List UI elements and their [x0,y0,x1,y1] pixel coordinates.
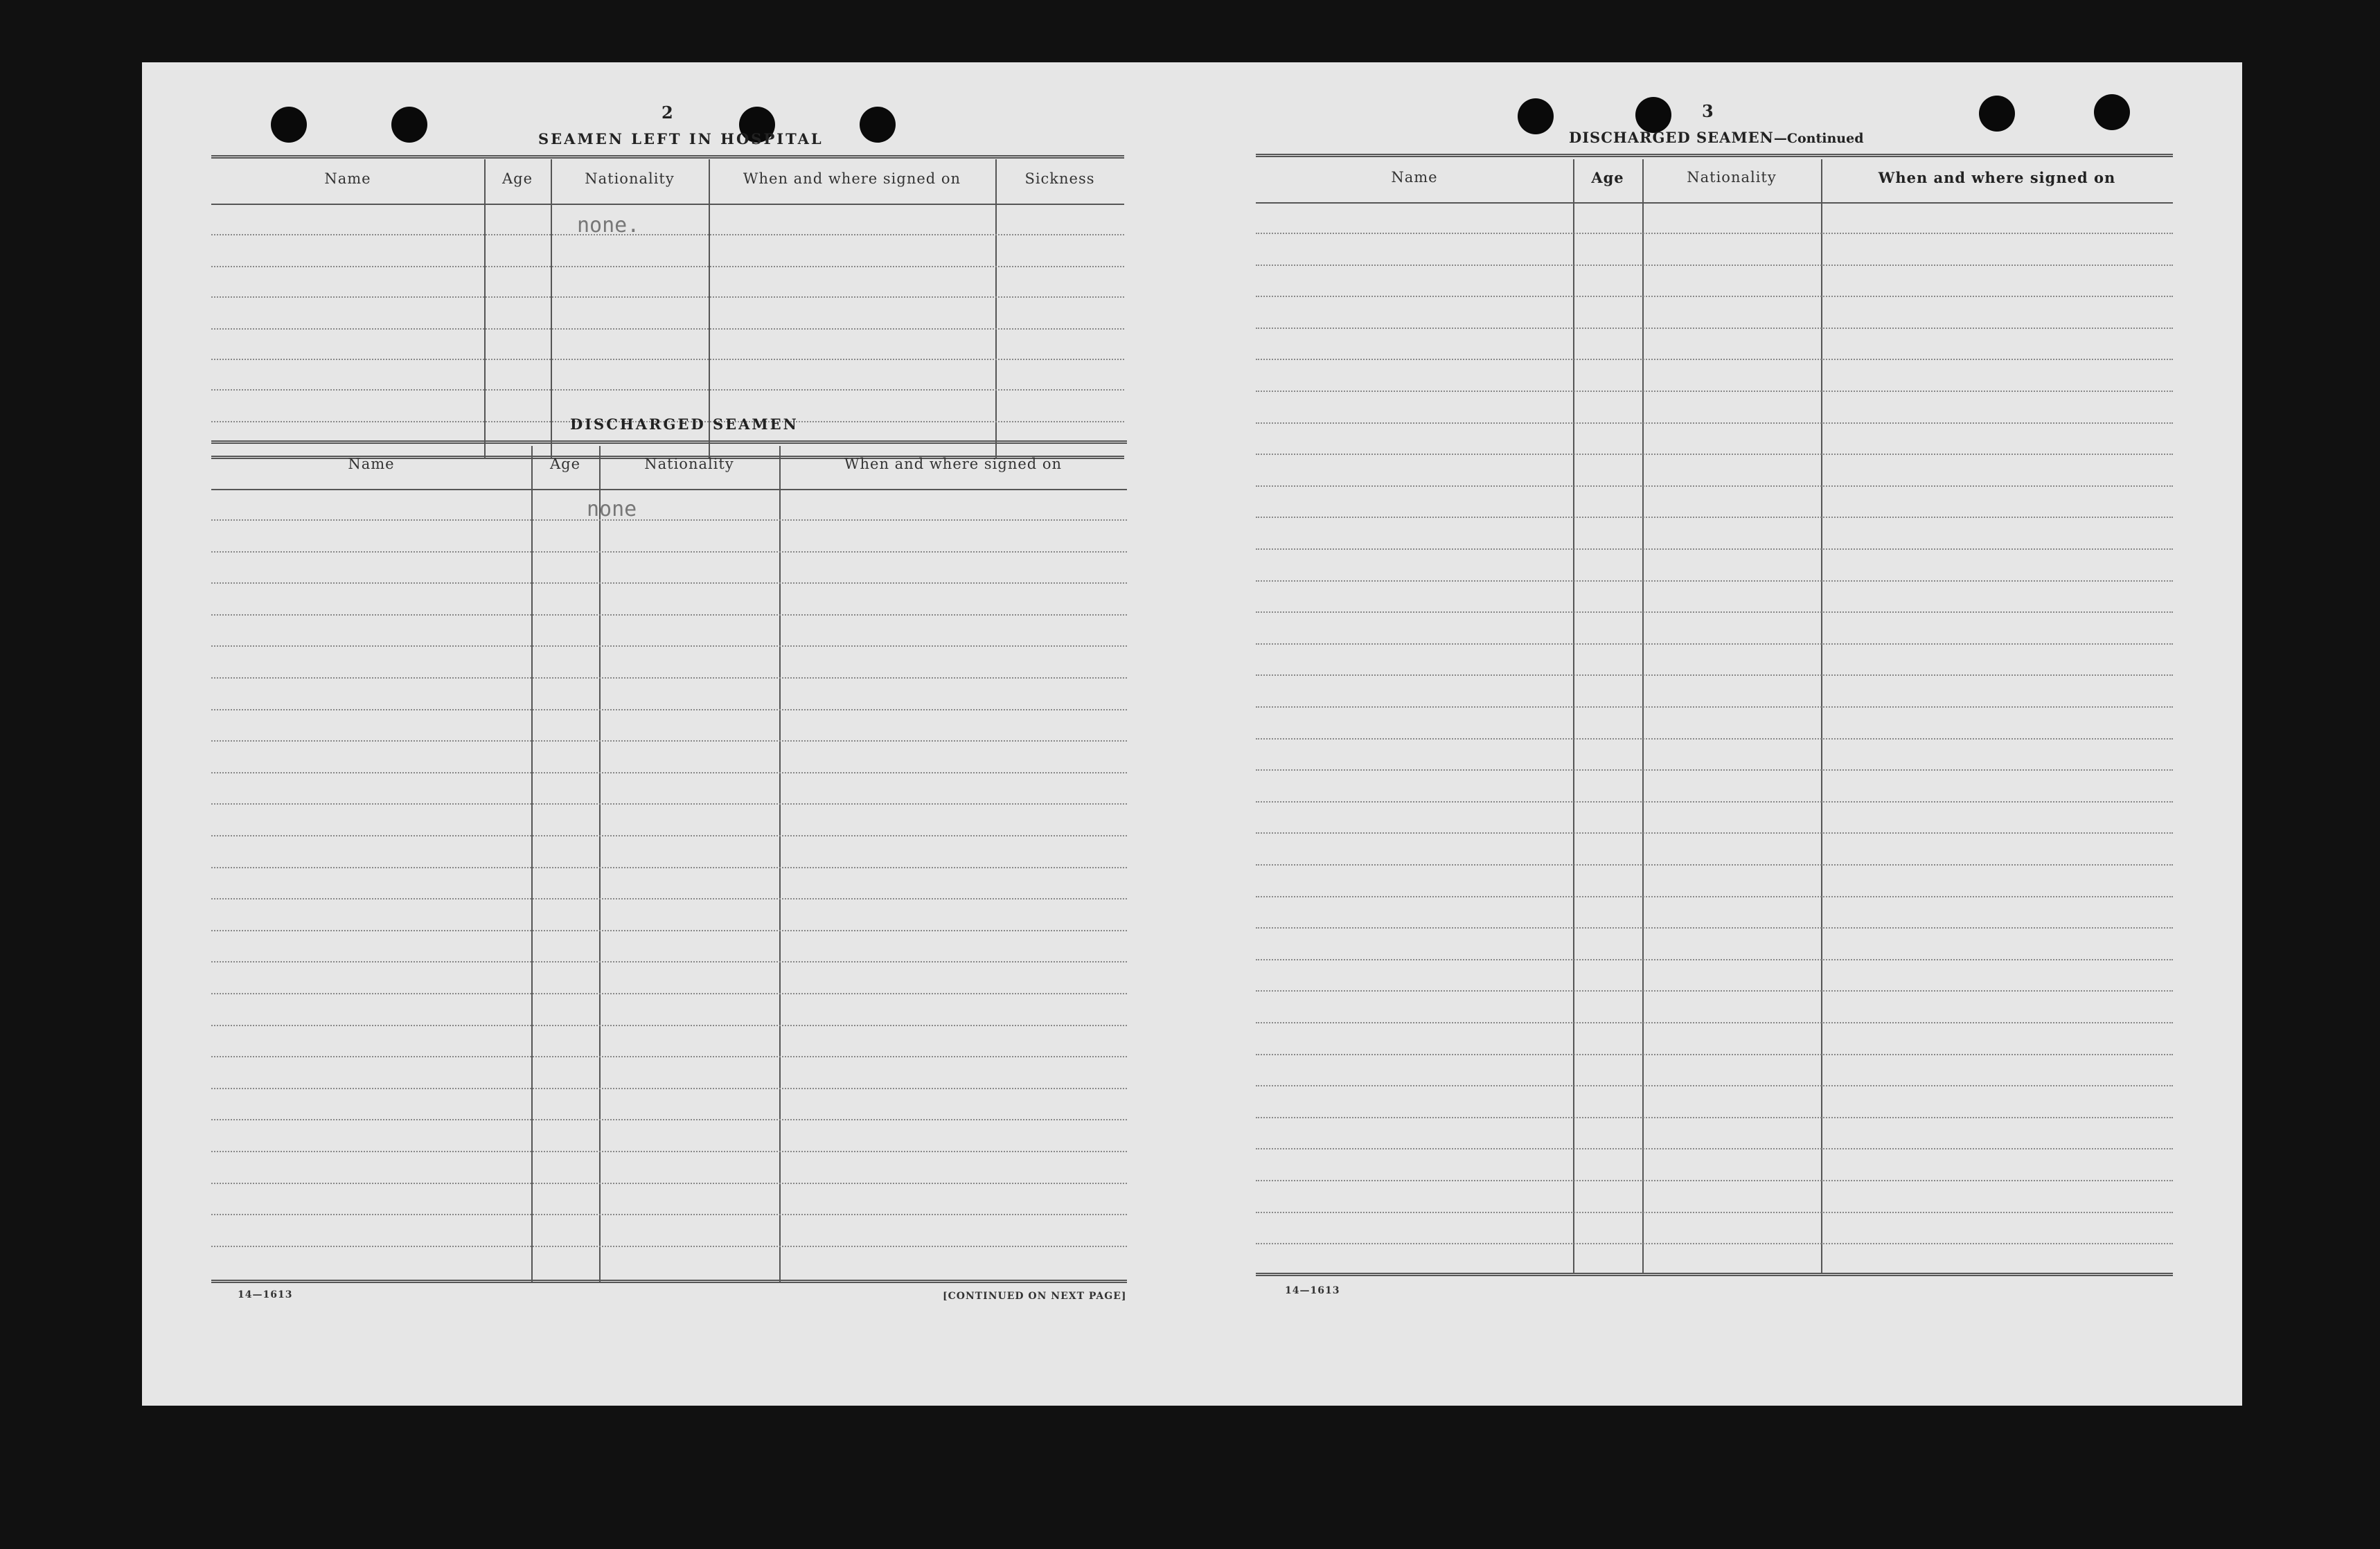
row-line [1256,1148,2173,1149]
hospital-col-divider [551,159,552,458]
row-line [1256,485,2173,487]
right-header-age: Age [1591,169,1624,186]
discharged-header-rule [211,489,1127,490]
hospital-header-age: Age [501,170,533,187]
row-line [211,1246,1127,1247]
row-line [1256,296,2173,297]
hospital-col-divider [484,159,486,458]
right-header-rule [1256,202,2173,204]
discharged-top-rule [211,440,1127,444]
hospital-col-divider [709,159,710,458]
discharged-col-divider [599,446,601,1282]
row-line [1256,738,2173,740]
row-line [1256,359,2173,360]
row-line [211,1025,1127,1026]
row-line [1256,801,2173,803]
right-col-divider [1642,159,1644,1273]
document-sheet [142,62,2242,1406]
punch-hole [1635,97,1671,133]
discharged-col-divider [779,446,781,1282]
row-line [1256,548,2173,550]
punch-hole [1518,98,1554,134]
row-line [1256,1117,2173,1118]
row-line [211,1214,1127,1215]
punch-hole [1979,96,2015,132]
continued-note: [CONTINUED ON NEXT PAGE] [943,1291,1127,1302]
row-line [211,1151,1127,1152]
row-line [1256,1085,2173,1086]
row-line [211,740,1127,742]
row-line [211,234,1124,235]
row-line [211,709,1127,710]
row-line [1256,422,2173,424]
discharged-entry: none [587,497,637,521]
right-title-suffix: —Continued [1773,131,1864,146]
row-line [1256,1212,2173,1213]
row-line [211,898,1127,899]
row-line [1256,1054,2173,1055]
punch-hole [271,107,307,143]
row-line [1256,517,2173,518]
row-line [1256,454,2173,455]
row-line [211,677,1127,679]
row-line [1256,990,2173,992]
row-line [211,266,1124,267]
hospital-header-nationality: Nationality [585,170,675,187]
row-line [211,1119,1127,1120]
row-line [211,803,1127,805]
row-line [1256,643,2173,645]
row-line [1256,864,2173,866]
row-line [1256,1022,2173,1023]
row-line [211,1088,1127,1089]
row-line [211,359,1124,360]
discharged-header-age: Age [549,456,581,472]
hospital-col-divider [995,159,997,458]
row-line [1256,959,2173,960]
right-header-nationality: Nationality [1687,169,1777,186]
discharged-header-signed-on: When and where signed on [844,456,1063,472]
row-line [1256,611,2173,613]
punch-hole [391,107,427,143]
punch-hole [860,107,896,143]
row-line [211,835,1127,836]
row-line [1256,391,2173,392]
row-line [211,772,1127,773]
right-top-rule [1256,154,2173,157]
row-line [211,645,1127,647]
row-line [211,930,1127,931]
hospital-header-sickness: Sickness [1024,170,1095,187]
row-line [1256,580,2173,582]
row-line [211,1056,1127,1057]
right-header-name: Name [1391,169,1438,186]
page-number-left: 2 [661,102,673,123]
right-header-signed-on: When and where signed on [1878,169,2116,186]
row-line [211,551,1127,553]
row-line [1256,706,2173,708]
row-line [1256,896,2173,897]
page-number-right: 3 [1702,101,1714,121]
row-line [1256,328,2173,329]
row-line [211,993,1127,994]
row-line [1256,1243,2173,1244]
hospital-header-signed-on: When and where signed on [743,170,961,187]
row-line [211,296,1124,298]
discharged-col-divider [531,446,533,1282]
row-line [211,519,1127,521]
row-line [1256,233,2173,234]
discharged-header-name: Name [348,456,395,472]
row-line [211,328,1124,330]
discharged-header-nationality: Nationality [644,456,734,472]
hospital-header-name: Name [324,170,371,187]
hospital-top-rule [211,155,1124,159]
row-line [1256,927,2173,929]
right-title-main: DISCHARGED SEAMEN [1569,129,1774,146]
row-line [211,961,1127,962]
form-number-right: 14—1613 [1285,1285,1340,1296]
row-line [211,582,1127,584]
right-section-title [1569,129,1864,146]
form-number-left: 14—1613 [238,1289,293,1300]
right-bottom-rule [1256,1273,2173,1276]
row-line [1256,832,2173,834]
punch-hole [2094,94,2130,130]
discharged-section-title: DISCHARGED SEAMEN [570,415,799,433]
discharged-bottom-rule [211,1280,1127,1283]
row-line [211,614,1127,616]
row-line [211,1183,1127,1184]
hospital-entry: none. [577,213,640,238]
row-line [1256,674,2173,676]
row-line [1256,769,2173,771]
right-col-divider [1573,159,1574,1273]
hospital-header-rule [211,204,1124,205]
row-line [1256,265,2173,266]
row-line [211,867,1127,868]
row-line [211,389,1124,391]
hospital-section-title: SEAMEN LEFT IN HOSPITAL [538,130,824,147]
row-line [1256,1180,2173,1181]
right-col-divider [1821,159,1822,1273]
